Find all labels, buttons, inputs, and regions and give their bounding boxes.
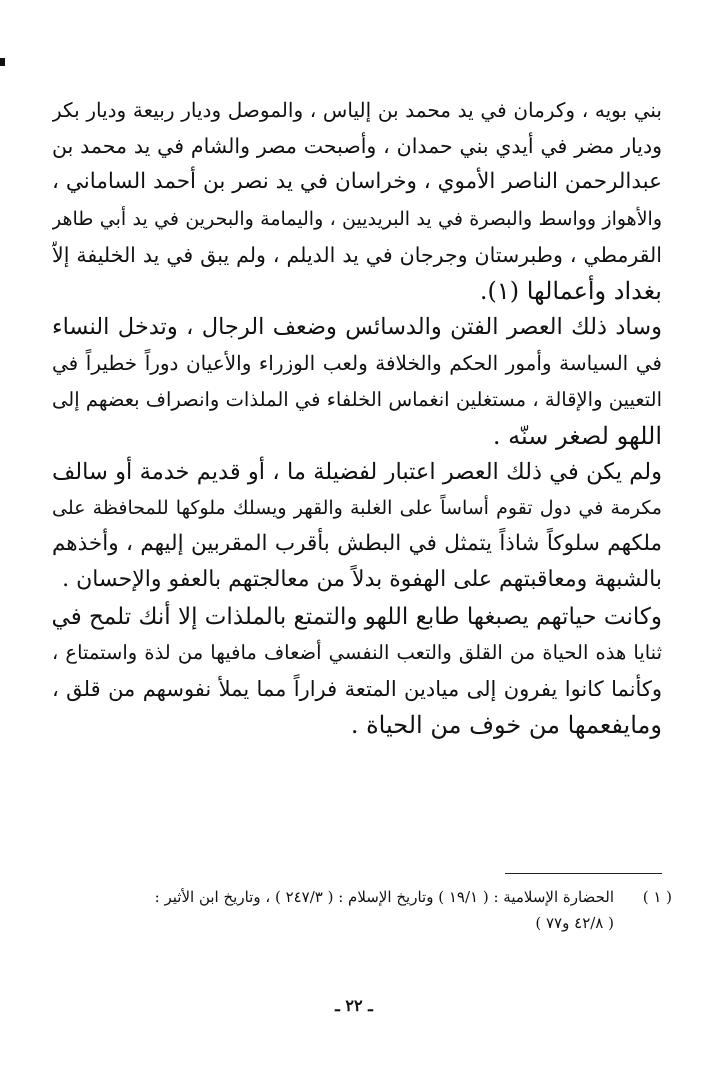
paragraph-2	[52, 309, 662, 454]
text-line: اللهو لصغر سنّه .	[492, 421, 662, 450]
footnotes	[68, 884, 672, 936]
page-number: ـ ٢٢ ـ	[335, 996, 373, 1015]
text-line: ومايفعمها من خوف من الحياة .	[350, 711, 662, 740]
footnote-divider	[505, 873, 662, 874]
text-line: وكأنما كانوا يفرون إلى ميادين المتعة فراراً مما يملأ نفوسهم من قلق ،	[52, 677, 662, 701]
text-line: ملكهم سلوكاً شاذاً يتمثل في البطش بأقرب المقربين إليهم ، وأخذهم	[52, 531, 662, 557]
footnote-item	[68, 884, 672, 936]
text-line: وديار مضر في أيدي بني حمدان ، وأصبحت مصر والشام في يد محمد بن	[52, 134, 662, 159]
text-line: بالشبهة ومعاقبتهم على الهفوة بدلاً من معالجتهم بالعفو والإحسان .	[62, 567, 662, 593]
text-line: والأهواز وواسط والبصرة في يد البريديين ، واليمامة والبحرين في يد أبي طاهر	[52, 207, 662, 230]
main-text	[52, 92, 662, 743]
text-line: مكرمة في دول تقوم أساساً على الغلبة والقهر ويسلك ملوكها للمحافظة على	[52, 497, 662, 520]
text-line: التعيين والإقالة ، مستغلين انغماس الخلفاء في الملذات وانصراف بعضهم إلى	[52, 387, 662, 411]
text-line: القرمطي ، وطبرستان وجرجان في يد الديلم ، ولم يبق في يد الخليفة إلاّ	[52, 242, 662, 267]
footnote-number: ( ١ )	[642, 888, 672, 906]
paragraph-4	[52, 599, 662, 744]
text-line: بغداد وأعمالها (١).	[479, 276, 662, 305]
margin-mark	[0, 58, 5, 66]
footnote-line: الحضارة الإسلامية : ( ١٩/١ ) وتاريخ الإسلام : ( ٢٤٧/٣ ) ، وتاريخ ابن الأثير :	[154, 888, 614, 906]
text-line: وكانت حياتهم يصبغها طابع اللهو والتمتع بالملذات إلا أنك تلمح في	[52, 603, 662, 630]
paragraph-1	[52, 92, 662, 309]
paragraph-3	[52, 454, 662, 599]
text-line: بني بويه ، وكرمان في يد محمد بن إلياس ، والموصل وديار ربيعة وديار بكر	[52, 98, 662, 122]
text-line: ثنايا هذه الحياة من القلق والتعب النفسي أضعاف مافيها من لذة واستمتاع ،	[52, 640, 662, 664]
text-line: في السياسة وأمور الحكم والخلافة ولعب الوزراء والأعيان دوراً خطيراً في	[52, 351, 662, 376]
text-line: وساد ذلك العصر الفتن والدسائس وضعف الرجال ، وتدخل النساء	[52, 314, 662, 341]
text-line: ولم يكن في ذلك العصر اعتبار لفضيلة ما ، أو قديم خدمة أو سالف	[52, 458, 662, 485]
text-line: عبدالرحمن الناصر الأموي ، وخراسان في يد نصر بن أحمد الساماني ،	[52, 169, 662, 195]
footnote-text	[68, 884, 614, 936]
footnote-line: ( ٤٢/٨ و٧٧ )	[535, 914, 614, 932]
